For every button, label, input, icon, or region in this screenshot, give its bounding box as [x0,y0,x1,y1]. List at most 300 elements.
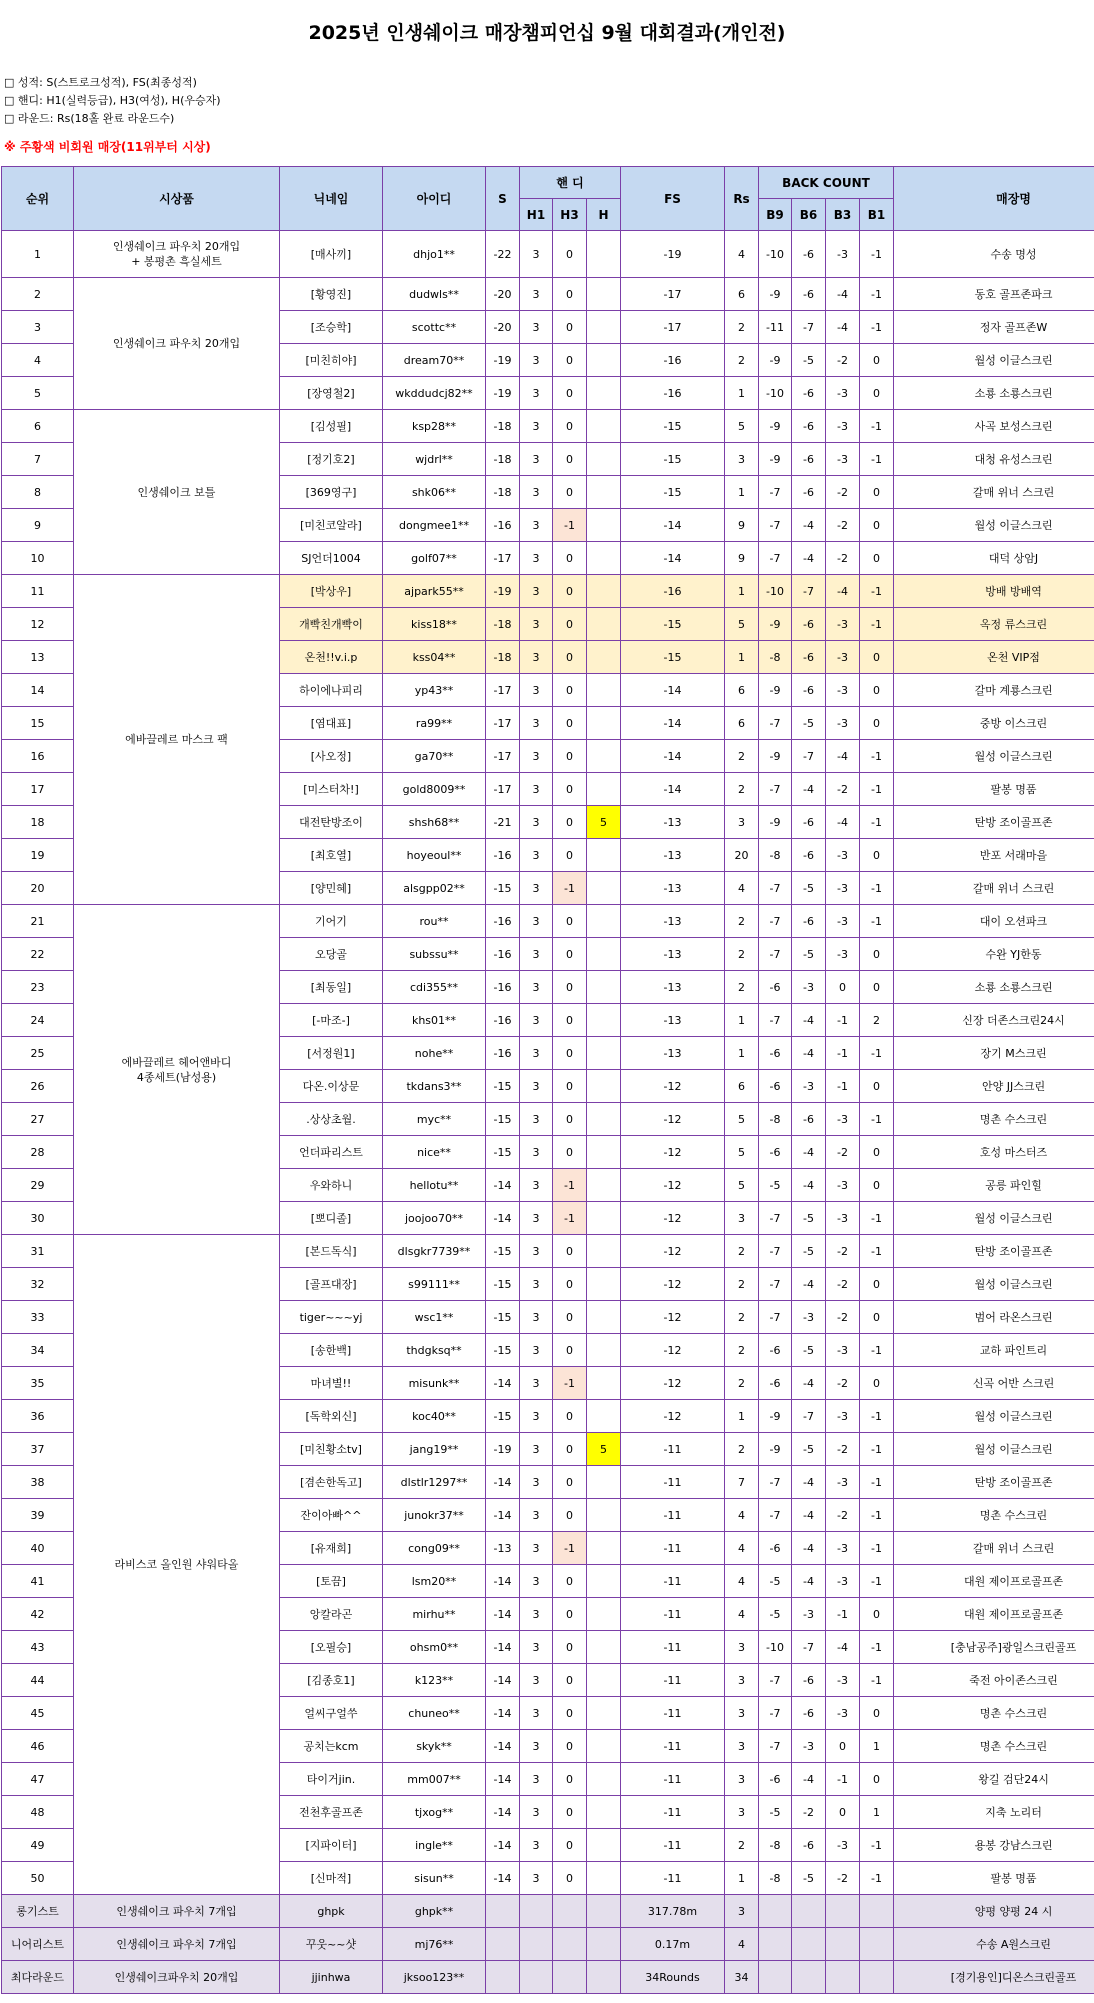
header-b1: B1 [860,199,894,231]
id-cell: wsc1** [383,1301,486,1334]
award-value-cell: 0.17m [621,1928,725,1961]
b3-cell: -3 [826,1565,860,1598]
rs-cell: 3 [725,1664,759,1697]
stroke-cell: -20 [486,311,520,344]
b3-cell: -3 [826,1697,860,1730]
b6-cell: -4 [792,1763,826,1796]
stroke-cell: -16 [486,839,520,872]
award-store-cell: 양평 양평 24 시 [894,1895,1094,1928]
b1-cell: 0 [860,971,894,1004]
award-label-cell: 니어리스트 [2,1928,74,1961]
b1-cell: -1 [860,311,894,344]
h3-cell: 0 [553,476,587,509]
store-cell: 명촌 수스크린 [894,1730,1094,1763]
b1-cell: -1 [860,1334,894,1367]
id-cell: ra99** [383,707,486,740]
award-id-cell: ghpk** [383,1895,486,1928]
page-title: 2025년 인생쉐이크 매장챔피언십 9월 대회결과(개인전) [308,22,786,44]
h3-cell: 0 [553,641,587,674]
rs-cell: 2 [725,1334,759,1367]
h1-cell: 3 [520,1367,553,1400]
h-cell [587,1730,621,1763]
nickname-cell: [지파이터] [280,1829,383,1862]
nickname-cell: [미스터차!] [280,773,383,806]
rs-cell: 2 [725,938,759,971]
rs-cell: 5 [725,608,759,641]
nickname-cell: [오필승] [280,1631,383,1664]
fs-cell: -12 [621,1301,725,1334]
store-cell: 왕길 검단24시 [894,1763,1094,1796]
id-cell: skyk** [383,1730,486,1763]
award-rounds-cell: 3 [725,1895,759,1928]
rank-cell: 23 [2,971,74,1004]
h1-cell: 3 [520,1334,553,1367]
b1-cell: 0 [860,674,894,707]
store-cell: 공릉 파인힐 [894,1169,1094,1202]
h1-cell: 3 [520,872,553,905]
fs-cell: -11 [621,1499,725,1532]
id-cell: chuneo** [383,1697,486,1730]
nickname-cell: 오당골 [280,938,383,971]
empty-cell [759,1961,792,1994]
rank-cell: 26 [2,1070,74,1103]
rs-cell: 1 [725,1037,759,1070]
fs-cell: -12 [621,1334,725,1367]
b1-cell: -1 [860,1862,894,1895]
empty-cell [553,1895,587,1928]
b9-cell: -9 [759,674,792,707]
rank-cell: 1 [2,231,74,278]
id-cell: kss04** [383,641,486,674]
award-label-cell: 최다라운드 [2,1961,74,1994]
h3-cell: 0 [553,1037,587,1070]
b1-cell: -1 [860,575,894,608]
empty-cell [860,1895,894,1928]
header-prize: 시상품 [74,167,280,231]
id-cell: dhjo1** [383,231,486,278]
h-cell: 5 [587,806,621,839]
h-cell [587,311,621,344]
b1-cell: 0 [860,1268,894,1301]
b6-cell: -5 [792,344,826,377]
b3-cell: -2 [826,1499,860,1532]
award-nickname-cell: ghpk [280,1895,383,1928]
prize-cell: 인생쉐이크 파우치 20개입 + 봉평촌 흑실세트 [74,231,280,278]
h-cell [587,1103,621,1136]
fs-cell: -14 [621,773,725,806]
store-cell: 월성 이글스크린 [894,344,1094,377]
h-cell [587,1169,621,1202]
h1-cell: 3 [520,575,553,608]
rs-cell: 9 [725,509,759,542]
b3-cell: -3 [826,938,860,971]
b3-cell: 0 [826,1730,860,1763]
empty-cell [486,1928,520,1961]
h3-cell: 0 [553,1664,587,1697]
h-cell [587,1631,621,1664]
fs-cell: -13 [621,839,725,872]
stroke-cell: -16 [486,1037,520,1070]
h-cell [587,1235,621,1268]
b3-cell: -2 [826,1235,860,1268]
award-store-cell: 수송 A원스크린 [894,1928,1094,1961]
b6-cell: -6 [792,231,826,278]
results-body [2,231,1094,1895]
award-prize-cell: 인생쉐이크 파우치 7개입 [74,1928,280,1961]
h3-cell: 0 [553,1004,587,1037]
rank-cell: 13 [2,641,74,674]
store-cell: 소룡 소룡스크린 [894,377,1094,410]
id-cell: scottc** [383,311,486,344]
nickname-cell: [본드독식] [280,1235,383,1268]
stroke-cell: -15 [486,1070,520,1103]
b9-cell: -9 [759,806,792,839]
b6-cell: -6 [792,839,826,872]
store-cell: 대이 오션파크 [894,905,1094,938]
b6-cell: -6 [792,806,826,839]
fs-cell: -15 [621,443,725,476]
b9-cell: -6 [759,1136,792,1169]
nickname-cell: [겸손한독고] [280,1466,383,1499]
h-cell [587,872,621,905]
fs-cell: -15 [621,410,725,443]
rs-cell: 1 [725,641,759,674]
h1-cell: 3 [520,1730,553,1763]
stroke-cell: -14 [486,1664,520,1697]
b6-cell: -6 [792,476,826,509]
store-cell: 수완 YJ한동 [894,938,1094,971]
h3-cell: 0 [553,311,587,344]
store-cell: 반포 서래마을 [894,839,1094,872]
id-cell: koc40** [383,1400,486,1433]
h1-cell: 3 [520,1796,553,1829]
b6-cell: -4 [792,1037,826,1070]
h-cell [587,1070,621,1103]
rank-cell: 16 [2,740,74,773]
b3-cell: -3 [826,410,860,443]
special-awards [2,1895,1094,1994]
h1-cell: 3 [520,1136,553,1169]
h1-cell: 3 [520,344,553,377]
b3-cell: -3 [826,608,860,641]
stroke-cell: -14 [486,1169,520,1202]
empty-cell [520,1961,553,1994]
h-cell [587,1598,621,1631]
fs-cell: -12 [621,1169,725,1202]
fs-cell: -11 [621,1763,725,1796]
b3-cell: -2 [826,1301,860,1334]
id-cell: kiss18** [383,608,486,641]
rank-cell: 48 [2,1796,74,1829]
h3-cell: 0 [553,971,587,1004]
b6-cell: -2 [792,1796,826,1829]
id-cell: k123** [383,1664,486,1697]
b1-cell: -1 [860,740,894,773]
store-cell: 지축 노리터 [894,1796,1094,1829]
empty-cell [486,1895,520,1928]
b1-cell: -1 [860,608,894,641]
rs-cell: 3 [725,1202,759,1235]
rank-cell: 7 [2,443,74,476]
b6-cell: -6 [792,1697,826,1730]
empty-cell [826,1895,860,1928]
id-cell: lsm20** [383,1565,486,1598]
b9-cell: -9 [759,278,792,311]
h1-cell: 3 [520,839,553,872]
store-cell: 교하 파인트리 [894,1334,1094,1367]
stroke-cell: -19 [486,344,520,377]
b9-cell: -5 [759,1796,792,1829]
b6-cell: -6 [792,1664,826,1697]
b1-cell: -1 [860,773,894,806]
rank-cell: 24 [2,1004,74,1037]
h1-cell: 3 [520,1169,553,1202]
rs-cell: 3 [725,1697,759,1730]
h1-cell: 3 [520,1037,553,1070]
empty-cell [587,1895,621,1928]
rs-cell: 2 [725,1235,759,1268]
b1-cell: -1 [860,443,894,476]
fs-cell: -12 [621,1136,725,1169]
b1-cell: 0 [860,344,894,377]
rank-cell: 8 [2,476,74,509]
b3-cell: -3 [826,1400,860,1433]
rs-cell: 1 [725,1862,759,1895]
h-cell [587,1004,621,1037]
b9-cell: -9 [759,344,792,377]
b9-cell: -7 [759,938,792,971]
b6-cell: -4 [792,1004,826,1037]
empty-cell [553,1928,587,1961]
id-cell: ohsm0** [383,1631,486,1664]
h3-cell: 0 [553,1334,587,1367]
store-cell: 월성 이글스크린 [894,740,1094,773]
legend-handicap: □ 핸디: H1(실력등급), H3(여성), H(우승자) [4,94,221,107]
rs-cell: 6 [725,674,759,707]
h3-cell: 0 [553,806,587,839]
b6-cell: -4 [792,1367,826,1400]
h1-cell: 3 [520,608,553,641]
b3-cell: -3 [826,443,860,476]
id-cell: jang19** [383,1433,486,1466]
legend [4,74,221,128]
h-cell [587,542,621,575]
rs-cell: 4 [725,872,759,905]
b1-cell: -1 [860,1829,894,1862]
b3-cell: -2 [826,509,860,542]
b1-cell: 0 [860,707,894,740]
rs-cell: 5 [725,1136,759,1169]
b3-cell: -3 [826,1664,860,1697]
b1-cell: 0 [860,1301,894,1334]
h3-cell: -1 [553,1367,587,1400]
h3-cell: 0 [553,608,587,641]
store-cell: 대원 제이프로골프존 [894,1565,1094,1598]
rs-cell: 5 [725,1103,759,1136]
nickname-cell: 마녀별!! [280,1367,383,1400]
store-cell: 팔봉 명품 [894,773,1094,806]
h3-cell: 0 [553,1433,587,1466]
b1-cell: -1 [860,1202,894,1235]
empty-cell [759,1928,792,1961]
b6-cell: -7 [792,311,826,344]
header-rs: Rs [725,167,759,231]
rank-cell: 10 [2,542,74,575]
empty-cell [486,1961,520,1994]
h-cell: 5 [587,1433,621,1466]
b6-cell: -5 [792,707,826,740]
store-cell: 동호 골프존파크 [894,278,1094,311]
store-cell: 갈매 위너 스크린 [894,1532,1094,1565]
b3-cell: -3 [826,1169,860,1202]
fs-cell: -14 [621,707,725,740]
header-id: 아이디 [383,167,486,231]
fs-cell: -11 [621,1697,725,1730]
h-cell [587,674,621,707]
b6-cell: -4 [792,1532,826,1565]
rs-cell: 6 [725,1070,759,1103]
b9-cell: -10 [759,377,792,410]
store-cell: 수송 명성 [894,231,1094,278]
id-cell: nice** [383,1136,486,1169]
b9-cell: -7 [759,1466,792,1499]
nickname-cell: 잔이아빠^^ [280,1499,383,1532]
b9-cell: -6 [759,971,792,1004]
b1-cell: -1 [860,231,894,278]
h-cell [587,443,621,476]
rs-cell: 3 [725,1730,759,1763]
award-prize-cell: 인생쉐이크파우치 20개입 [74,1961,280,1994]
b3-cell: -4 [826,1631,860,1664]
b9-cell: -10 [759,231,792,278]
b3-cell: -4 [826,575,860,608]
header-nickname: 닉네임 [280,167,383,231]
header-h1: H1 [520,199,553,231]
nickname-cell: [미친히야] [280,344,383,377]
h3-cell: 0 [553,1763,587,1796]
b6-cell: -4 [792,773,826,806]
h3-cell: 0 [553,773,587,806]
h-cell [587,509,621,542]
nickname-cell: [독학외신] [280,1400,383,1433]
b9-cell: -7 [759,509,792,542]
rank-cell: 32 [2,1268,74,1301]
stroke-cell: -19 [486,575,520,608]
b3-cell: -1 [826,1763,860,1796]
h-cell [587,278,621,311]
h3-cell: 0 [553,707,587,740]
b6-cell: -4 [792,1136,826,1169]
b3-cell: -1 [826,1070,860,1103]
h1-cell: 3 [520,231,553,278]
h-cell [587,1796,621,1829]
b3-cell: -3 [826,231,860,278]
b9-cell: -6 [759,1334,792,1367]
nickname-cell: [서정원1] [280,1037,383,1070]
stroke-cell: -18 [486,608,520,641]
store-cell: 소룡 소룡스크린 [894,971,1094,1004]
h3-cell: 0 [553,839,587,872]
stroke-cell: -16 [486,509,520,542]
store-cell: 신장 더존스크린24시 [894,1004,1094,1037]
fs-cell: -11 [621,1565,725,1598]
nickname-cell: [장영철2] [280,377,383,410]
id-cell: ksp28** [383,410,486,443]
stroke-cell: -14 [486,1466,520,1499]
store-cell: 정자 골프존W [894,311,1094,344]
table-row [2,575,1094,608]
rs-cell: 5 [725,1169,759,1202]
header-fs: FS [621,167,725,231]
h1-cell: 3 [520,1664,553,1697]
table-row [2,410,1094,443]
rs-cell: 6 [725,278,759,311]
award-id-cell: jksoo123** [383,1961,486,1994]
rank-cell: 4 [2,344,74,377]
h-cell [587,344,621,377]
id-cell: wkddudcj82** [383,377,486,410]
b6-cell: -6 [792,608,826,641]
b9-cell: -7 [759,1664,792,1697]
b9-cell: -7 [759,1730,792,1763]
id-cell: mirhu** [383,1598,486,1631]
b3-cell: 0 [826,1796,860,1829]
b6-cell: -3 [792,971,826,1004]
b1-cell: -1 [860,1466,894,1499]
b3-cell: -2 [826,476,860,509]
id-cell: dudwls** [383,278,486,311]
b6-cell: -5 [792,1235,826,1268]
h-cell [587,707,621,740]
h-cell [587,608,621,641]
h-cell [587,641,621,674]
special-award-row [2,1928,1094,1961]
nickname-cell: [김종호1] [280,1664,383,1697]
b9-cell: -7 [759,1697,792,1730]
store-cell: [충남공주]광일스크린골프 [894,1631,1094,1664]
store-cell: 범어 라온스크린 [894,1301,1094,1334]
h3-cell: 0 [553,542,587,575]
fs-cell: -14 [621,509,725,542]
rank-cell: 9 [2,509,74,542]
b9-cell: -10 [759,575,792,608]
h1-cell: 3 [520,1862,553,1895]
rs-cell: 4 [725,231,759,278]
b1-cell: -1 [860,905,894,938]
rank-cell: 28 [2,1136,74,1169]
stroke-cell: -19 [486,1433,520,1466]
rank-cell: 46 [2,1730,74,1763]
b6-cell: -5 [792,872,826,905]
h1-cell: 3 [520,1598,553,1631]
h1-cell: 3 [520,905,553,938]
award-nickname-cell: jjinhwa [280,1961,383,1994]
rank-cell: 27 [2,1103,74,1136]
fs-cell: -14 [621,740,725,773]
id-cell: hoyeoul** [383,839,486,872]
rank-cell: 30 [2,1202,74,1235]
b3-cell: -4 [826,311,860,344]
empty-cell [826,1961,860,1994]
rank-cell: 41 [2,1565,74,1598]
award-rounds-cell: 4 [725,1928,759,1961]
store-cell: 사곡 보성스크린 [894,410,1094,443]
id-cell: myc** [383,1103,486,1136]
table-row [2,1235,1094,1268]
empty-cell [860,1928,894,1961]
id-cell: mm007** [383,1763,486,1796]
rank-cell: 33 [2,1301,74,1334]
